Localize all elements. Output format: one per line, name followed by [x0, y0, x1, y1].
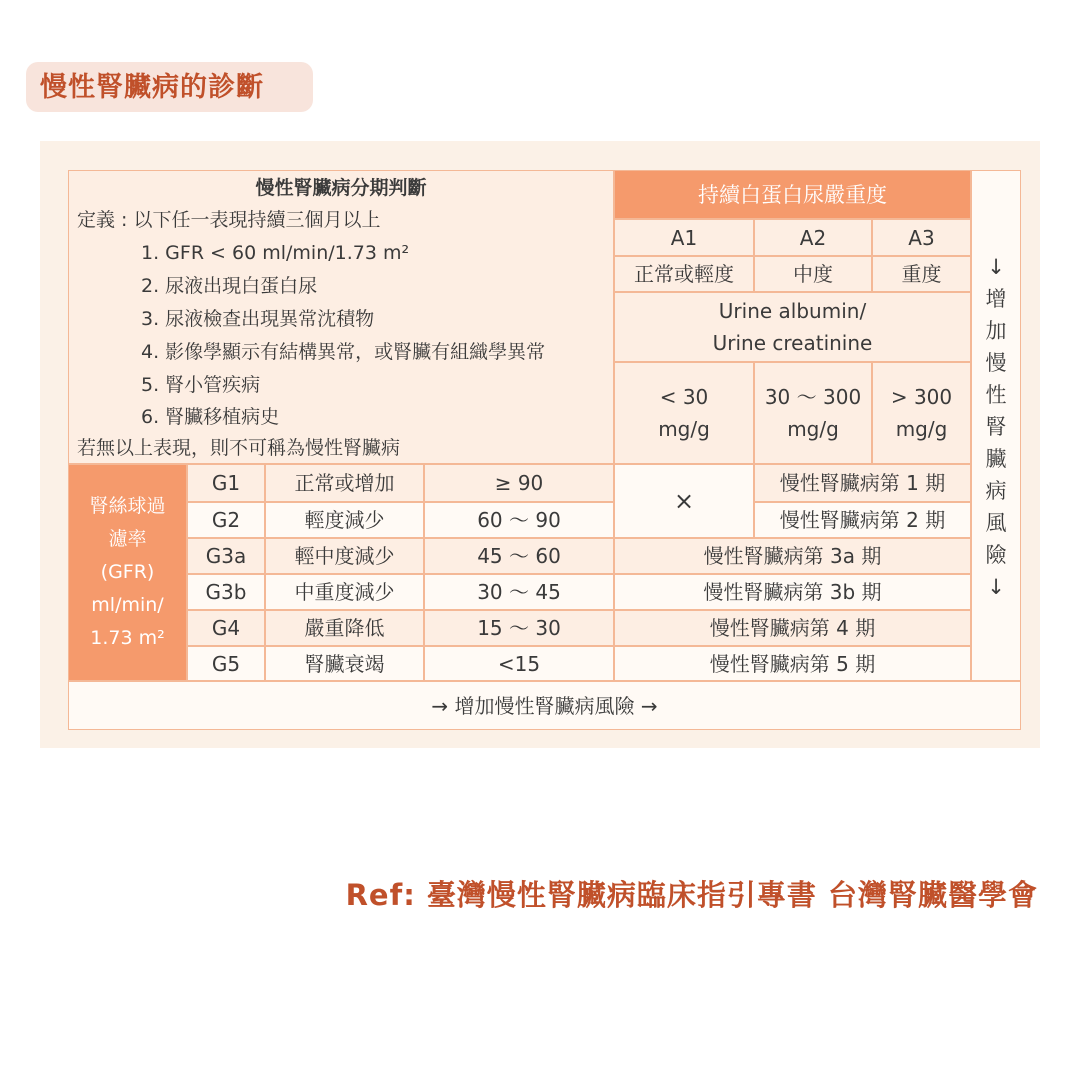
risk-char: 臟 — [985, 447, 1007, 471]
stage-code-g4: G4 — [188, 611, 264, 645]
range-unit: mg/g — [895, 417, 948, 441]
definition-item: 1. GFR < 60 ml/min/1.73 m² — [141, 242, 410, 264]
stage-desc-g2: 輕度減少 — [266, 503, 423, 537]
horizontal-risk-row: → 增加慢性腎臟病風險 → — [69, 682, 1020, 729]
risk-char: 腎 — [985, 415, 1007, 439]
albumin-severity-a3: 重度 — [873, 257, 970, 291]
stage-code-g1: G1 — [188, 465, 264, 501]
risk-arrow-down: ↓ — [987, 255, 1005, 279]
albumin-severity-a2: 中度 — [755, 257, 871, 291]
stage-code-g2: G2 — [188, 503, 264, 537]
albumin-severity-a1: 正常或輕度 — [615, 257, 753, 291]
stage-range-g3b: 30 ～ 45 — [425, 575, 613, 609]
albumin-code-a3: A3 — [873, 220, 970, 255]
stage-range-g2: 60 ～ 90 — [425, 503, 613, 537]
albumin-code-a2: A2 — [755, 220, 871, 255]
gfr-label-line: ml/min/ — [91, 594, 164, 616]
vertical-risk-column — [972, 171, 1020, 680]
stage-result-g2: 慢性腎臟病第 2 期 — [755, 503, 970, 537]
stage-range-g5: <15 — [425, 647, 613, 680]
gfr-label-line: 腎絲球過 — [89, 495, 166, 517]
stage-desc-g3a: 輕中度減少 — [266, 539, 423, 573]
stage-desc-g4: 嚴重降低 — [266, 611, 423, 645]
range-value: 30 ～ 300 — [764, 385, 862, 409]
risk-char: 增 — [985, 287, 1007, 311]
albumin-range-a3 — [873, 363, 970, 463]
staging-heading: 慢性腎臟病分期判斷 — [255, 177, 427, 199]
range-unit: mg/g — [658, 417, 710, 441]
reference-citation: Ref: 臺灣慢性腎臟病臨床指引專書 台灣腎臟醫學會 — [345, 878, 1038, 912]
stage-result-g3b: 慢性腎臟病第 3b 期 — [615, 575, 970, 609]
definition-item: 3. 尿液檢查出現異常沈積物 — [141, 308, 375, 330]
stage-range-g1: ≥ 90 — [425, 465, 613, 501]
stage-result-g1: 慢性腎臟病第 1 期 — [755, 465, 970, 501]
risk-char: 性 — [985, 383, 1007, 407]
definition-item: 5. 腎小管疾病 — [141, 374, 261, 396]
stage-range-g3a: 45 ～ 60 — [425, 539, 613, 573]
stage-code-g3a: G3a — [188, 539, 264, 573]
albumin-code-a1: A1 — [615, 220, 753, 255]
range-value: > 300 — [890, 385, 953, 409]
stage-desc-g1: 正常或增加 — [266, 465, 423, 501]
ratio-label-line1: Urine albumin/ — [718, 299, 867, 323]
risk-char: 險 — [985, 543, 1007, 567]
range-value: < 30 — [659, 385, 709, 409]
stage-result-g5: 慢性腎臟病第 5 期 — [615, 647, 970, 680]
albumin-range-a2 — [755, 363, 871, 463]
definition-intro: 定義 : 以下任一表現持續三個月以上 — [77, 209, 381, 231]
gfr-label — [69, 465, 186, 680]
definition-item: 6. 腎臟移植病史 — [141, 406, 280, 428]
stage-code-g3b: G3b — [188, 575, 264, 609]
stage-range-g4: 15 ～ 30 — [425, 611, 613, 645]
gfr-label-line: 濾率 — [108, 528, 147, 550]
stage-code-g5: G5 — [188, 647, 264, 680]
risk-arrow-down: ↓ — [987, 575, 1005, 599]
risk-char: 風 — [985, 511, 1007, 535]
gfr-label-line: 1.73 m² — [90, 627, 165, 649]
definition-item: 2. 尿液出現白蛋白尿 — [141, 275, 318, 297]
gfr-label-line: (GFR) — [100, 561, 155, 583]
stage-desc-g3b: 中重度減少 — [266, 575, 423, 609]
ratio-label — [615, 293, 970, 361]
albumin-heading: 持續白蛋白尿嚴重度 — [615, 171, 970, 218]
stage-desc-g5: 腎臟衰竭 — [266, 647, 423, 680]
range-unit: mg/g — [787, 417, 839, 441]
not-applicable-cell: × — [615, 465, 753, 537]
page-title: 慢性腎臟病的診斷 — [40, 72, 264, 103]
definition-block — [69, 171, 613, 463]
albumin-range-a1 — [615, 363, 753, 463]
definition-footnote: 若無以上表現，則不可稱為慢性腎臟病 — [77, 437, 401, 459]
risk-char: 加 — [985, 319, 1007, 343]
definition-item: 4. 影像學顯示有結構異常，或腎臟有組織學異常 — [141, 341, 546, 363]
stage-result-g4: 慢性腎臟病第 4 期 — [615, 611, 970, 645]
risk-char: 慢 — [985, 351, 1007, 375]
ratio-label-line2: Urine creatinine — [712, 331, 873, 355]
stage-result-g3a: 慢性腎臟病第 3a 期 — [615, 539, 970, 573]
risk-char: 病 — [985, 479, 1007, 503]
